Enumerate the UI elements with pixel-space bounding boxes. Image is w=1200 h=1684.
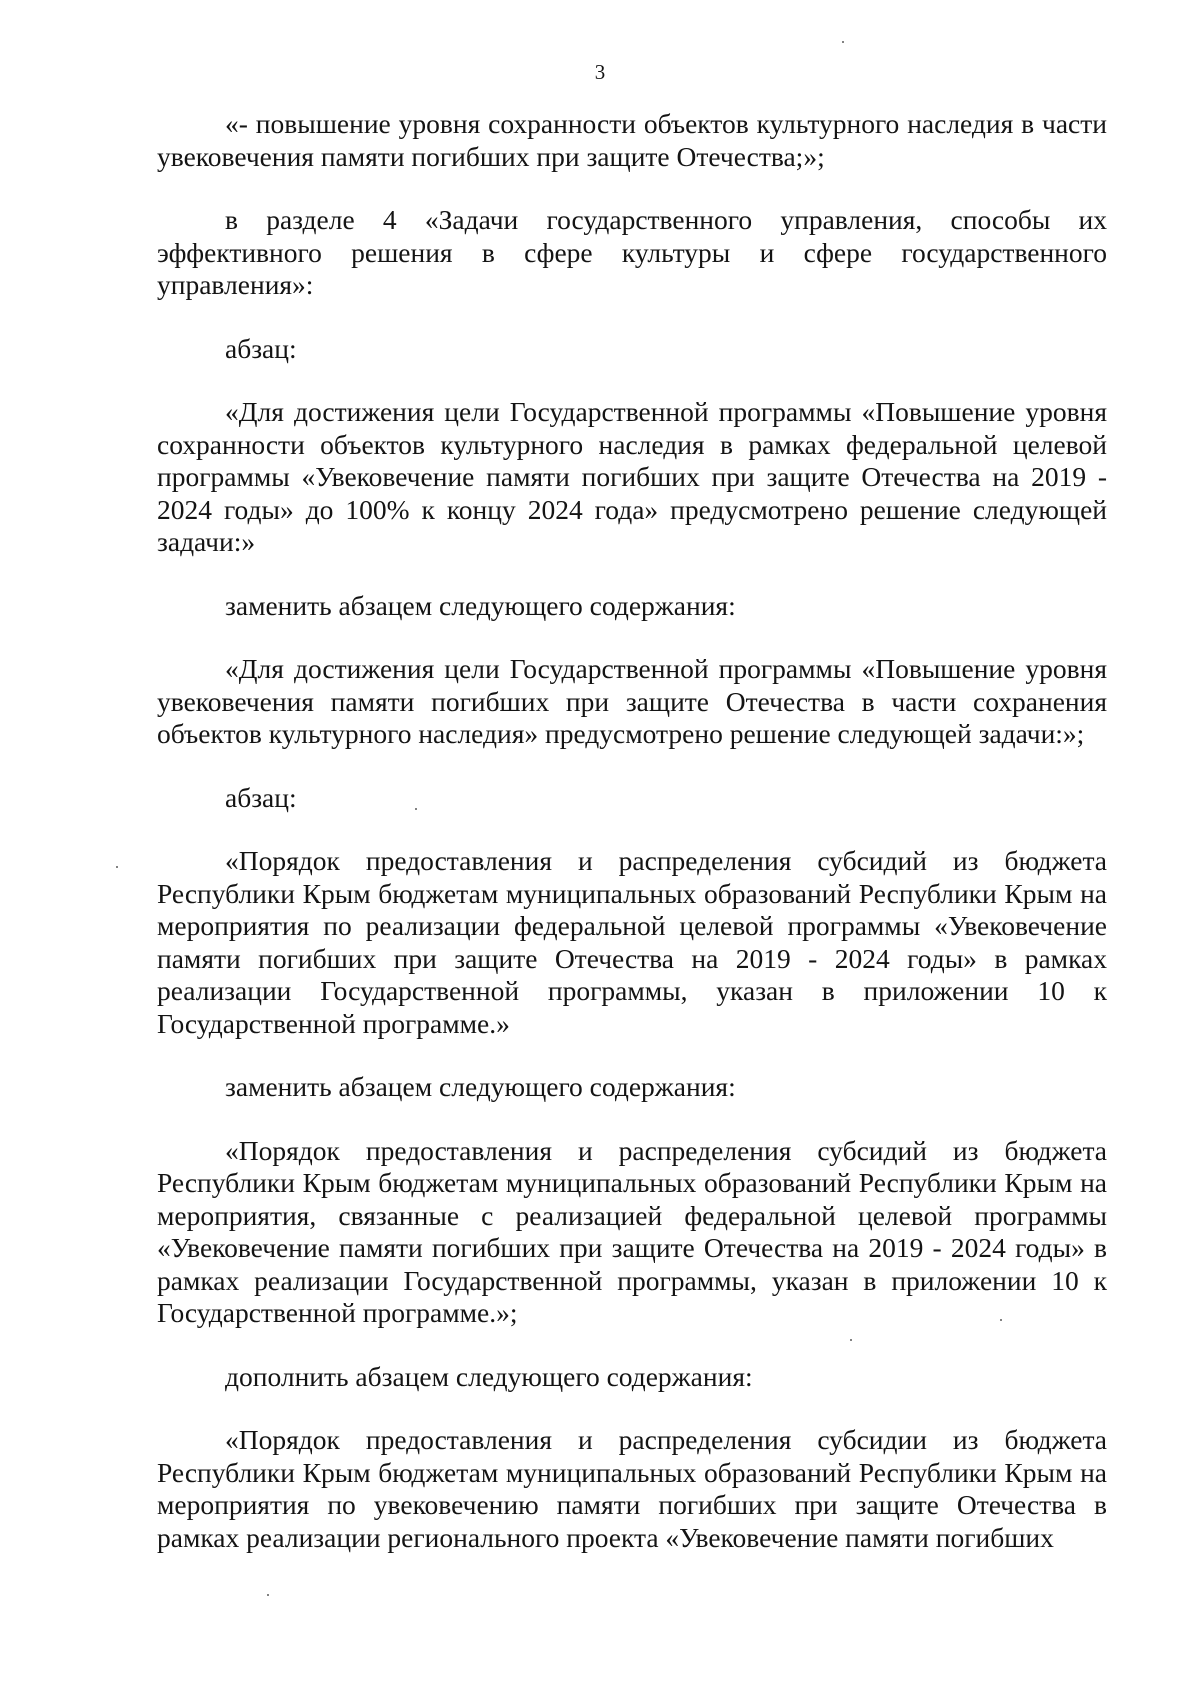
paragraph: «Для достижения цели Государственной программы «Повышение уровня сохранности объектов культурного наследия в рамках федеральной целевой программы «Увековечение памяти погибших при защите Отечества на 2019 - 2024 годы» до 100% к концу 2024 года» предусмотрено решение следующей задачи:» <box>157 396 1107 557</box>
paragraph: «Порядок предоставления и распределения субсидий из бюджета Республики Крым бюджетам муниципальных образований Республики Крым на мероприятия, связанные с реализацией федеральной целевой программы «Увековечение памяти погибших при защите Отечества на 2019 - 2024 годы» в рамках реализации Государственной программы, указан в приложении 10 к Государственной программе.»; <box>157 1134 1107 1328</box>
page-number: 3 <box>594 60 606 84</box>
paragraph: заменить абзацем следующего содержания: <box>225 1071 736 1102</box>
paragraph: «Для достижения цели Государственной программы «Повышение уровня увековечения памяти погибших при защите Отечества в части сохранения объектов культурного наследия» предусмотрено решение следующей задачи:»; <box>157 653 1107 749</box>
paragraph: абзац: <box>225 332 297 364</box>
paragraph: «- повышение уровня сохранности объектов культурного наследия в части увековечения памяти погибших при защите Отечества;»; <box>157 108 1107 172</box>
scan-speck <box>842 41 844 43</box>
paragraph: заменить абзацем следующего содержания: <box>225 589 736 621</box>
paragraph: в разделе 4 «Задачи государственного управления, способы их эффективного решения в сфере культуры и сфере государственного управления»: <box>157 204 1107 300</box>
scan-speck <box>1000 1319 1002 1321</box>
scan-speck <box>850 1339 852 1341</box>
scan-speck <box>267 1594 269 1596</box>
paragraph: дополнить абзацем следующего содержания: <box>225 1360 753 1392</box>
scan-speck <box>116 866 118 868</box>
scan-speck <box>415 808 417 810</box>
paragraph: абзац: <box>225 781 297 813</box>
document-body <box>157 108 1107 1554</box>
paragraph: «Порядок предоставления и распределения субсидии из бюджета Республики Крым бюджетам муниципальных образований Республики Крым на мероприятия по увековечению памяти погибших при защите Отечества в рамках реализации регионального проекта «Увековечение памяти погибших <box>157 1424 1107 1553</box>
paragraph: «Порядок предоставления и распределения субсидий из бюджета Республики Крым бюджетам муниципальных образований Республики Крым на мероприятия по реализации федеральной целевой программы «Увековечение памяти погибших при защите Отечества на 2019 - 2024 годы» в рамках реализации Государственной программы, указан в приложении 10 к Государственной программе.» <box>157 845 1107 1039</box>
